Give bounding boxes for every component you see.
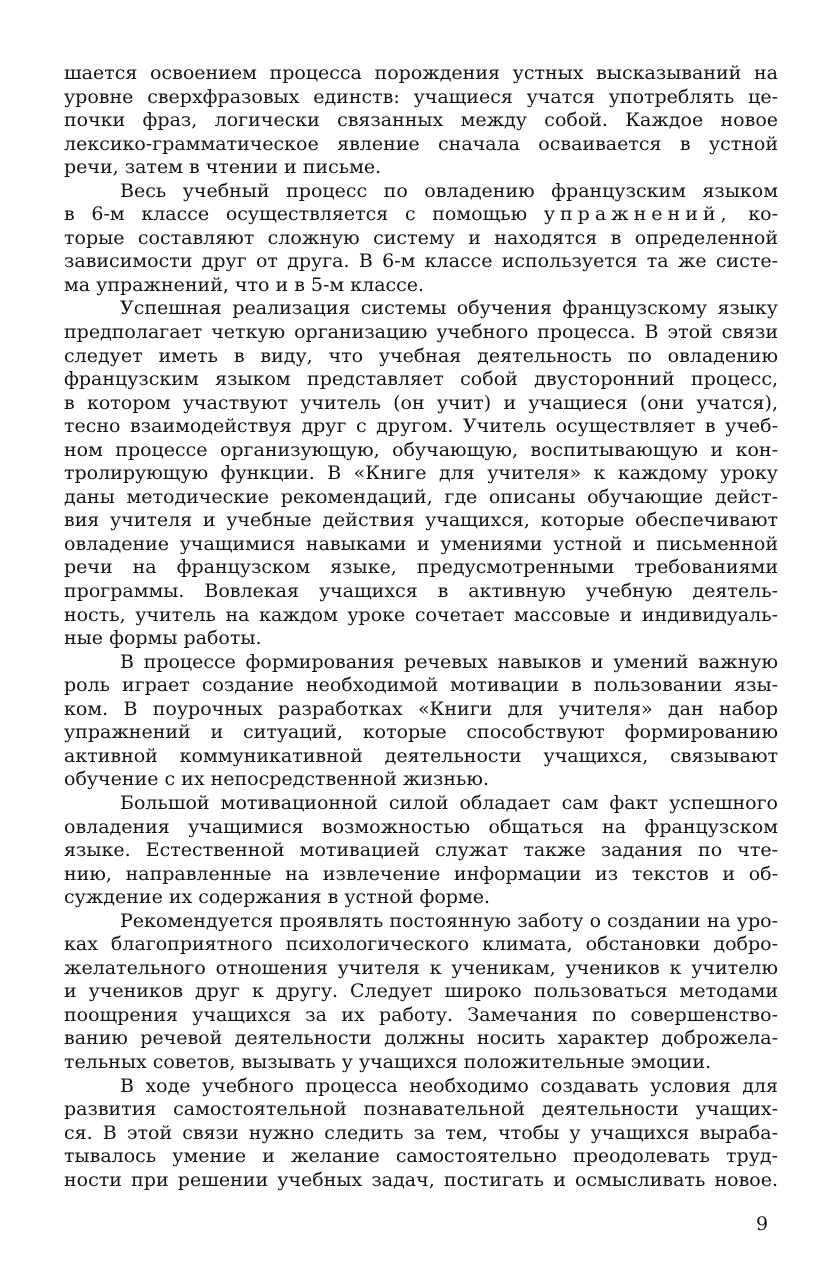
text-line: овладения учащимися возможностью общаться на французском: [64, 815, 778, 838]
text-line: В процессе формирования речевых навыков и умений важную: [120, 650, 778, 673]
paragraph: [64, 297, 778, 650]
text-line: ность, учитель на каждом уроке сочетает массовые и индивидуаль-: [64, 603, 778, 626]
text-line: следует иметь в виду, что учебная деятельность по овладению: [64, 344, 778, 367]
text-line: Весь учебный процесс по овладению французским языком: [120, 179, 778, 202]
paragraph: [64, 62, 778, 180]
text-line: речи на французском языке, предусмотренными требованиями: [64, 556, 778, 579]
text-line: торые составляют сложную систему и находятся в определенной: [64, 226, 778, 249]
text-line: упражнений и ситуаций, которые способствуют формированию: [64, 721, 778, 744]
text-fragment: в 6-м классе осуществляется с помощью: [64, 203, 528, 226]
text-line: желательного отношения учителя к ученикам, учеников к учителю: [64, 956, 778, 979]
text-line: ные формы работы.: [64, 627, 262, 650]
text-line: [64, 203, 778, 227]
text-line: активной коммуникативной деятельности учащихся, связывают: [64, 744, 778, 767]
text-line: ном процессе организующую, обучающую, воспитывающую и кон-: [64, 438, 778, 461]
paragraph: [64, 180, 778, 298]
text-line: Рекомендуется проявлять постоянную заботу о создании на уро-: [120, 909, 778, 932]
text-line: тывалось умение и желание самостоятельно преодолевать труд-: [64, 1145, 778, 1168]
text-line: вия учителя и учебные действия учащихся, которые обеспечивают: [64, 509, 778, 532]
text-line: В ходе учебного процесса необходимо создавать условия для: [120, 1074, 778, 1097]
text-line: ма упражнений, что и в 5-м классе.: [64, 273, 425, 296]
page-body: [64, 62, 778, 1192]
text-line: развития самостоятельной познавательной деятельности учащих-: [64, 1098, 778, 1121]
paragraph: [64, 792, 778, 910]
paragraph: [64, 651, 778, 792]
text-line: овладение учащимися навыками и умениями устной и письменной: [64, 532, 778, 555]
text-line: языке. Естественной мотивацией служат также задания по чте-: [64, 839, 778, 862]
text-line: предполагает четкую организацию учебного процесса. В этой связи: [64, 321, 778, 344]
text-line: шается освоением процесса порождения устных высказываний на: [64, 62, 778, 84]
text-line: тельных советов, вызывать у учащихся положительные эмоции.: [64, 1050, 712, 1073]
text-line: ванию речевой деятельности должны носить характер доброжела-: [64, 1027, 778, 1050]
text-line: уровне сверхфразовых единств: учащиеся учатся употреблять це-: [64, 85, 778, 108]
text-line: и учеников друг к другу. Следует широко пользоваться методами: [64, 980, 778, 1003]
emphasized-term: упражнений,: [543, 203, 732, 226]
text-line: тролирующую функции. В «Книге для учителя» к каждому уроку: [64, 462, 778, 485]
text-line: даны методические рекомендаций, где описаны обучающие дейст-: [64, 485, 778, 508]
text-line: Успешная реализация системы обучения французскому языку: [120, 297, 778, 320]
text-line: Большой мотивационной силой обладает сам факт успешного: [120, 791, 778, 814]
text-line: нию, направленные на извлечение информации из текстов и об-: [64, 862, 778, 885]
text-line: программы. Вовлекая учащихся в активную учебную деятель-: [64, 580, 778, 603]
text-line: обучение с их непосредственной жизнью.: [64, 768, 489, 791]
text-line: почки фраз, логически связанных между собой. Каждое новое: [64, 109, 778, 132]
text-line: ках благоприятного психологического климата, обстановки добро-: [64, 933, 778, 956]
text-line: речи, затем в чтении и письме.: [64, 156, 382, 179]
text-line: ся. В этой связи нужно следить за тем, чтобы у учащихся выраба-: [64, 1121, 778, 1144]
text-line: поощрения учащихся за их работу. Замечания по совершенство-: [64, 1003, 778, 1026]
text-line: ком. В поурочных разработках «Книги для учителя» дан набор: [64, 697, 778, 720]
paragraph: [64, 1075, 778, 1193]
text-line: тесно взаимодействуя друг с другом. Учитель осуществляет в учеб-: [64, 415, 778, 438]
text-line: французским языком представляет собой двусторонний процесс,: [64, 368, 778, 391]
text-line: роль играет создание необходимой мотивации в пользовании язы-: [64, 674, 778, 697]
text-fragment: ко-: [748, 203, 778, 226]
page-number: 9: [756, 1213, 769, 1235]
text-line: суждение их содержания в устной форме.: [64, 886, 491, 909]
text-line: в котором участвуют учитель (он учит) и учащиеся (они учатся),: [64, 391, 778, 414]
text-line: зависимости друг от друга. В 6-м классе используется та же систе-: [64, 250, 778, 273]
paragraph: [64, 910, 778, 1075]
text-line: лексико-грамматическое явление сначала осваивается в устной: [64, 132, 778, 155]
text-line: ности при решении учебных задач, постигать и осмысливать новое.: [64, 1168, 778, 1191]
